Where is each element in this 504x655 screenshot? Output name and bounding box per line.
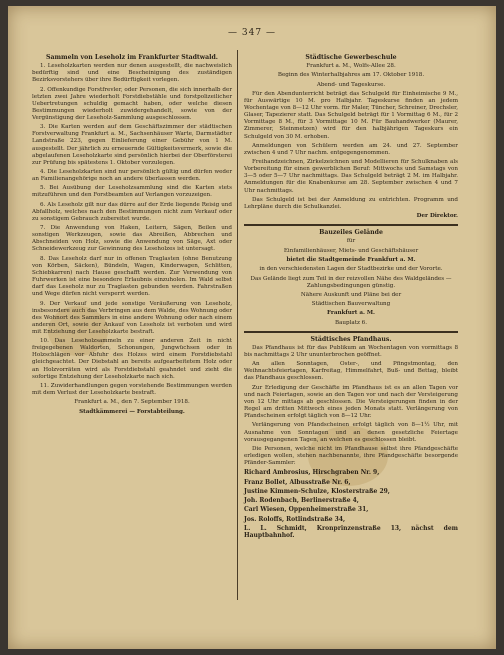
paragraph: 5. Bei Ausübung der Leseholzsammlung sind die Karten stets mitzuführen und den Forstbeamten auf Verlangen vorzuzeigen. [32,185,232,199]
column-rule [237,50,238,600]
notice-line: Frankfurt a. M. [327,310,375,317]
left-paragraphs [32,63,232,397]
notice-heading: Städtische Gewerbeschule [305,54,397,61]
paragraph: Für den Abendunterricht beträgt das Schulgeld für Einheimische 9 M., für Auswärtige 10 M. pro Halbjahr. Tageskurse finden an jedem Wochentage von 8—12 Uhr vorm. für Maler, Tüncher, Schreiner, Drechsler, Glaser, Tapezierer statt. Das Schulgeld beträgt für 1 Vormittag 6 M., für 2 Vormittage 8 M., für 3 Vormittage 10 M. Für Bauhandwerker (Maurer, Zimmerer, Steinmetzen) wird für den halbjährigen Tageskurs ein Schulgeld von 30 M. erhoben. [244,90,458,140]
paragraph: Zur Erledigung der Geschäfte im Pfandhaus ist es an allen Tagen vor und nach Feiertagen, sowie an den Tagen vor und nach der Versteigerung von 12 Uhr mittags ab geschlossen. Die Versteigerungen finden in der Regel am dritten Mittwoch eines jeden Monats statt. Verlängerung von Pfandscheinen erfolgt täglich von 8—12 Uhr. [244,384,458,420]
notice-heading: Städtisches Pfandhaus. [310,335,392,343]
article-heading: Sammeln von Leseholz im Frankfurter Stadtwald. [46,54,218,61]
notice-line: Städtischen Bauverwaltung [311,301,391,308]
paragraph: Anmeldungen von Schülern werden am 24. und 27. September zwischen 4 und 7 Uhr nachm. entgegengenommen. [244,142,458,156]
paragraph: 9. Der Verkauf und jede sonstige Veräußerung von Leseholz, insbesondere auch das Verbringen aus dem Walde, des Wohnung oder des Wohnort des Sammlers in eine andere Wohnung oder nach einem anderen Ort, sowie der Ankauf von Leseholz ist verboten und wird mit Entziehung der Leseholzkarte bestraft. [32,300,232,335]
notice-line: für [346,238,356,245]
address-line: Franz Bollet, Albusstraße Nr. 6, [244,478,351,486]
dateline: Frankfurt a. M., den 7. September 1918. [74,399,190,406]
paragraph: Das Schulgeld ist bei der Anmeldung zu entrichten. Programm und Lehrpläne durch die Schulkanzlei. [244,196,458,210]
notice-line: Einfamilienhäuser, Miets- und Geschäftshäuser [283,247,419,254]
signature: Der Direktor. [416,213,458,220]
left-column [32,52,232,418]
paragraph: 1. Leseholzkarten werden nur denen ausgestellt, die nachweislich bedürftig sind und eine Bescheinigung des zuständigen Bezirksvorstehers über ihre Bedürftigkeit vorlegen. [32,63,232,84]
notice-heading: Bauzeiles Gelände [319,229,383,237]
notice-line: Beginn des Winterhalbjahres am 17. Oktober 1918. [277,72,425,79]
signature: Stadtkämmerei — Forstabteilung. [79,408,185,415]
address-line: L. L. Schmidt, Kronprinzenstraße 13, nächst dem Hauptbahnhof. [244,525,458,540]
paragraph: 11. Zuwiderhandlungen gegen vorstehende Bestimmungen werden mit dem Verlust der Leseholzkarte bestraft. [32,382,232,396]
paragraph: 2. Offenkundige Forstfrevler, oder Personen, die sich innerhalb der letzten zwei Jahre wiederholt Forstdiebstähle und forstpolizeilicher Uebertretungen schuldig gemacht haben, oder welche diesen Bestimmungen wiederholt zuwidergehandelt, sowie von der Vergünstigung der Leseholz-Sammlung ausgeschlossen. [32,86,232,121]
address-line: Richard Ambrosius, Hirschgraben Nr. 9, [244,469,380,477]
notice-subheading: Abend- und Tageskurse. [316,81,386,88]
paragraph: 3. Die Karten werden auf dem Geschäftszimmer der städtischen Forstverwaltung Frankfurt a. M., Sachsenhäuser Warte, Darmstädter Landstraße 223, gegen Einlieferung einer Gebühr von 1 M. ausgestellt. Der jährlich zu erneuernde Gültigkeitsvermerk, sowie die abgelaufenen Leseholzkarte sind persönlich hierbei der Oberförsterei zur Prüfung bis spätestens 1. Oktober vorzulegen. [32,124,232,166]
paragraph: An allen Sonntagen, Oster-, und Pfingstmontag, den Weihnachtsfeiertagen, Karfreitag, Himmelfahrt, Buß- und Bettag, bleibt das Pfandhaus geschlossen. [244,361,458,382]
notice-line: Das Gelände liegt zum Teil in der reizvollen Nähe des Waldgeländes — Zahlungsbedingungen günstig. [250,275,452,289]
paragraph: 7. Die Anwendung von Haken, Leitern, Sägen, Beilen und sonstigen Werkzeugen, sowie das Abreißen, Abbrechen und Abschneiden von Holz, sowie die Anwendung von Säge, Axt oder Schneidewerkzeug zur Gewinnung des Leseholzes ist untersagt. [32,225,232,253]
page-number: — 347 — [228,28,276,38]
notice-line: in den verschiedensten Lagen der Stadtbezirke und der Vororte. [259,266,443,273]
paragraph: 8. Das Leseholz darf nur in offenen Traglasten (ohne Benutzung von Körben, Säcken), Bündeln, Wagen, Kinderwagen, Schlitten, Schiebkarren) nach Hause geschafft werden. Zur Verwendung von Fuhrwerken ist eine besondere Erlaubnis einzuholen. Im Wald selbst darf das Leseholz nur zu Traglasten gebunden werden. Fahrstraßen und Wege dürfen nicht versperrt werden. [32,255,232,298]
paragraph: Das Pfandhaus ist für das Publikum an Wochentagen von vormittags 8 bis nachmittags 2 Uhr ununterbrochen geöffnet. [244,344,458,358]
address-line: Joh. Rodenbach, Berlinerstraße 4, [244,497,359,505]
address-line: Jos. Roloffs, Rotlindstraße 34, [244,515,346,523]
address-line: Justine Kimmen-Schulze, Klosterstraße 29, [244,487,390,495]
paragraph: Die Personen, welche nicht im Pfandhause selbst ihre Pfandgeschäfte erledigen wollen, stehen nachbenannte, ihre Pfandgeschäfte besorgende Pfänder-Sammler: [244,445,458,467]
paragraph: 4. Die Leseholzkarten sind nur persönlich gültig und dürfen weder an Familienangehörige noch an andere überlassen werden. [32,168,232,183]
notice-line: Bauplatz 6. [334,319,368,326]
paragraph: 6. Als Leseholz gilt nur das dürre auf der Erde liegende Reisig und Abfallholz, welches nach den Bestimmungen nicht zum Verkauf oder zu sonstigem Gebrauch zubereitet wurde. [32,201,232,222]
newspaper-page [8,6,496,649]
notice-address: Frankfurt a. M., Wolfs-Allee 28. [306,63,396,70]
paragraph: Freihandzeichnen, Zirkelzeichnen und Modellieren für Schulknaben als Vorbereitung für einen gewerblichen Beruf: Mittwochs und Samstags von 3—5 oder 5—7 Uhr nachmittags. Das Schulgeld beträgt 2 M. im Halbjahr. Anmeldungen für die Knabenkurse am 28. September zwischen 4 und 7 Uhr nachmittags. [244,159,458,194]
right-column [244,52,458,541]
rule [244,331,458,333]
paragraph: 10. Das Leseholzsammeln zu einer anderen Zeit in nicht freigegebenen Waldorten, Schonungen, Jungwüchsen oder in Holzschlägen vor Abfuhr des Holzes wird einem Forstdiebstahl gleichgeachtet. Der Diebstahl an bereits aufgearbeitetem Holz oder an Holzvorräten wird als Forstdiebstahl geahndet und zieht die sofortige Entziehung der Leseholzkarte nach sich. [32,338,232,380]
address-line: Carl Wiesen, Oppenheimerstraße 31, [244,506,369,514]
paragraph: Verlängerung von Pfandscheinen erfolgt täglich von 8—1½ Uhr, mit Ausnahme von Sonntagen und an denen gesetzliche Feiertage vorausgegangenen Tagen, an welchen es geschlossen bleibt. [244,422,458,443]
notice-line: bietet die Stadtgemeinde Frankfurt a. M. [286,256,416,263]
rule [244,224,458,226]
notice-line: Nähere Auskunft und Pläne bei der [300,291,402,298]
